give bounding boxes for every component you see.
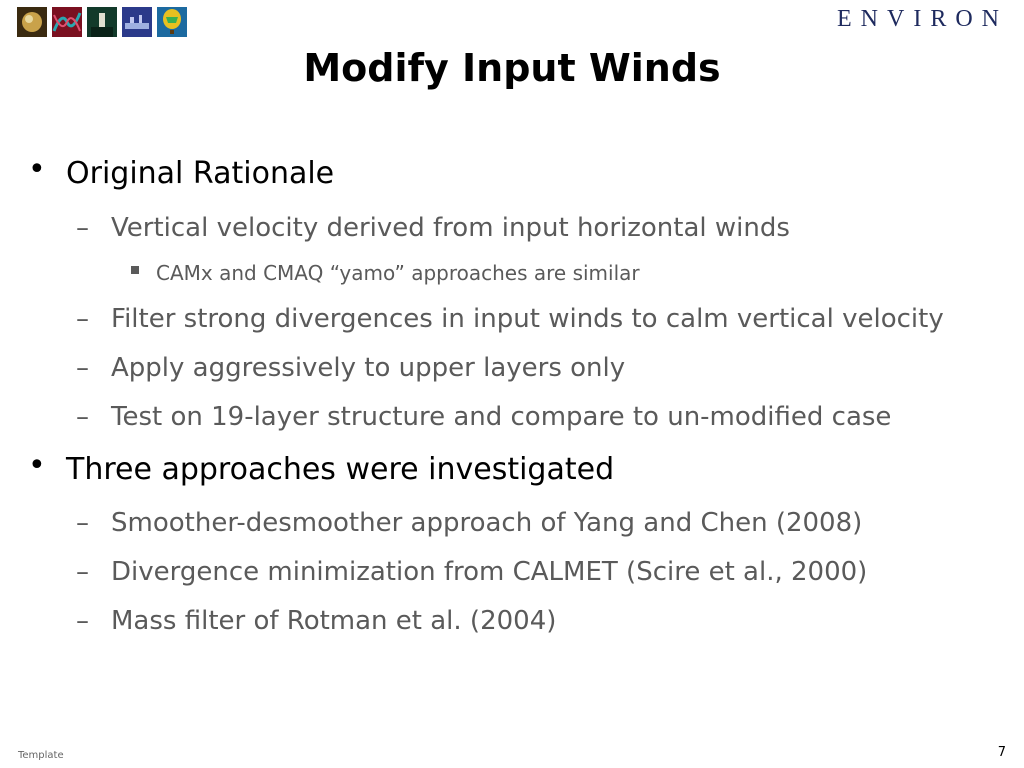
sub-sub-bullet-text: CAMx and CMAQ “yamo” approaches are similar [156, 261, 640, 285]
balloon-photo-icon [157, 7, 187, 37]
dash-marker: – [76, 402, 89, 432]
dna-photo-icon [52, 7, 82, 37]
sub-bullet-text: Vertical velocity derived from input horizontal winds [111, 213, 790, 243]
forest-photo-icon [87, 7, 117, 37]
slide-title: Modify Input Winds [303, 46, 721, 90]
bullet-text: Three approaches were investigated [66, 452, 615, 487]
bullet-marker: • [28, 152, 46, 187]
sub-bullet-text: Test on 19-layer structure and compare to un-modified case [111, 402, 892, 432]
dash-marker: – [76, 606, 89, 636]
sub-bullet-text: Divergence minimization from CALMET (Scire et al., 2000) [111, 557, 868, 587]
sub-bullet-text: Filter strong divergences in input winds to calm vertical velocity [111, 304, 944, 334]
dash-marker: – [76, 213, 89, 243]
page-number: 7 [997, 745, 1006, 760]
environ-logo: ENVIRON [837, 6, 1008, 32]
bullet-marker: • [28, 448, 46, 483]
template-label: Template [18, 750, 64, 761]
dash-marker: – [76, 508, 89, 538]
dash-marker: – [76, 304, 89, 334]
square-marker [131, 266, 139, 274]
globe-photo-icon [17, 7, 47, 37]
sub-bullet-text: Apply aggressively to upper layers only [111, 353, 626, 383]
dash-marker: – [76, 557, 89, 587]
header-thumbnails [17, 7, 187, 37]
city-photo-icon [122, 7, 152, 37]
bullet-text: Original Rationale [66, 156, 335, 191]
dash-marker: – [76, 353, 89, 383]
sub-bullet-text: Smoother-desmoother approach of Yang and Chen (2008) [111, 508, 863, 538]
sub-bullet-text: Mass filter of Rotman et al. (2004) [111, 606, 557, 636]
